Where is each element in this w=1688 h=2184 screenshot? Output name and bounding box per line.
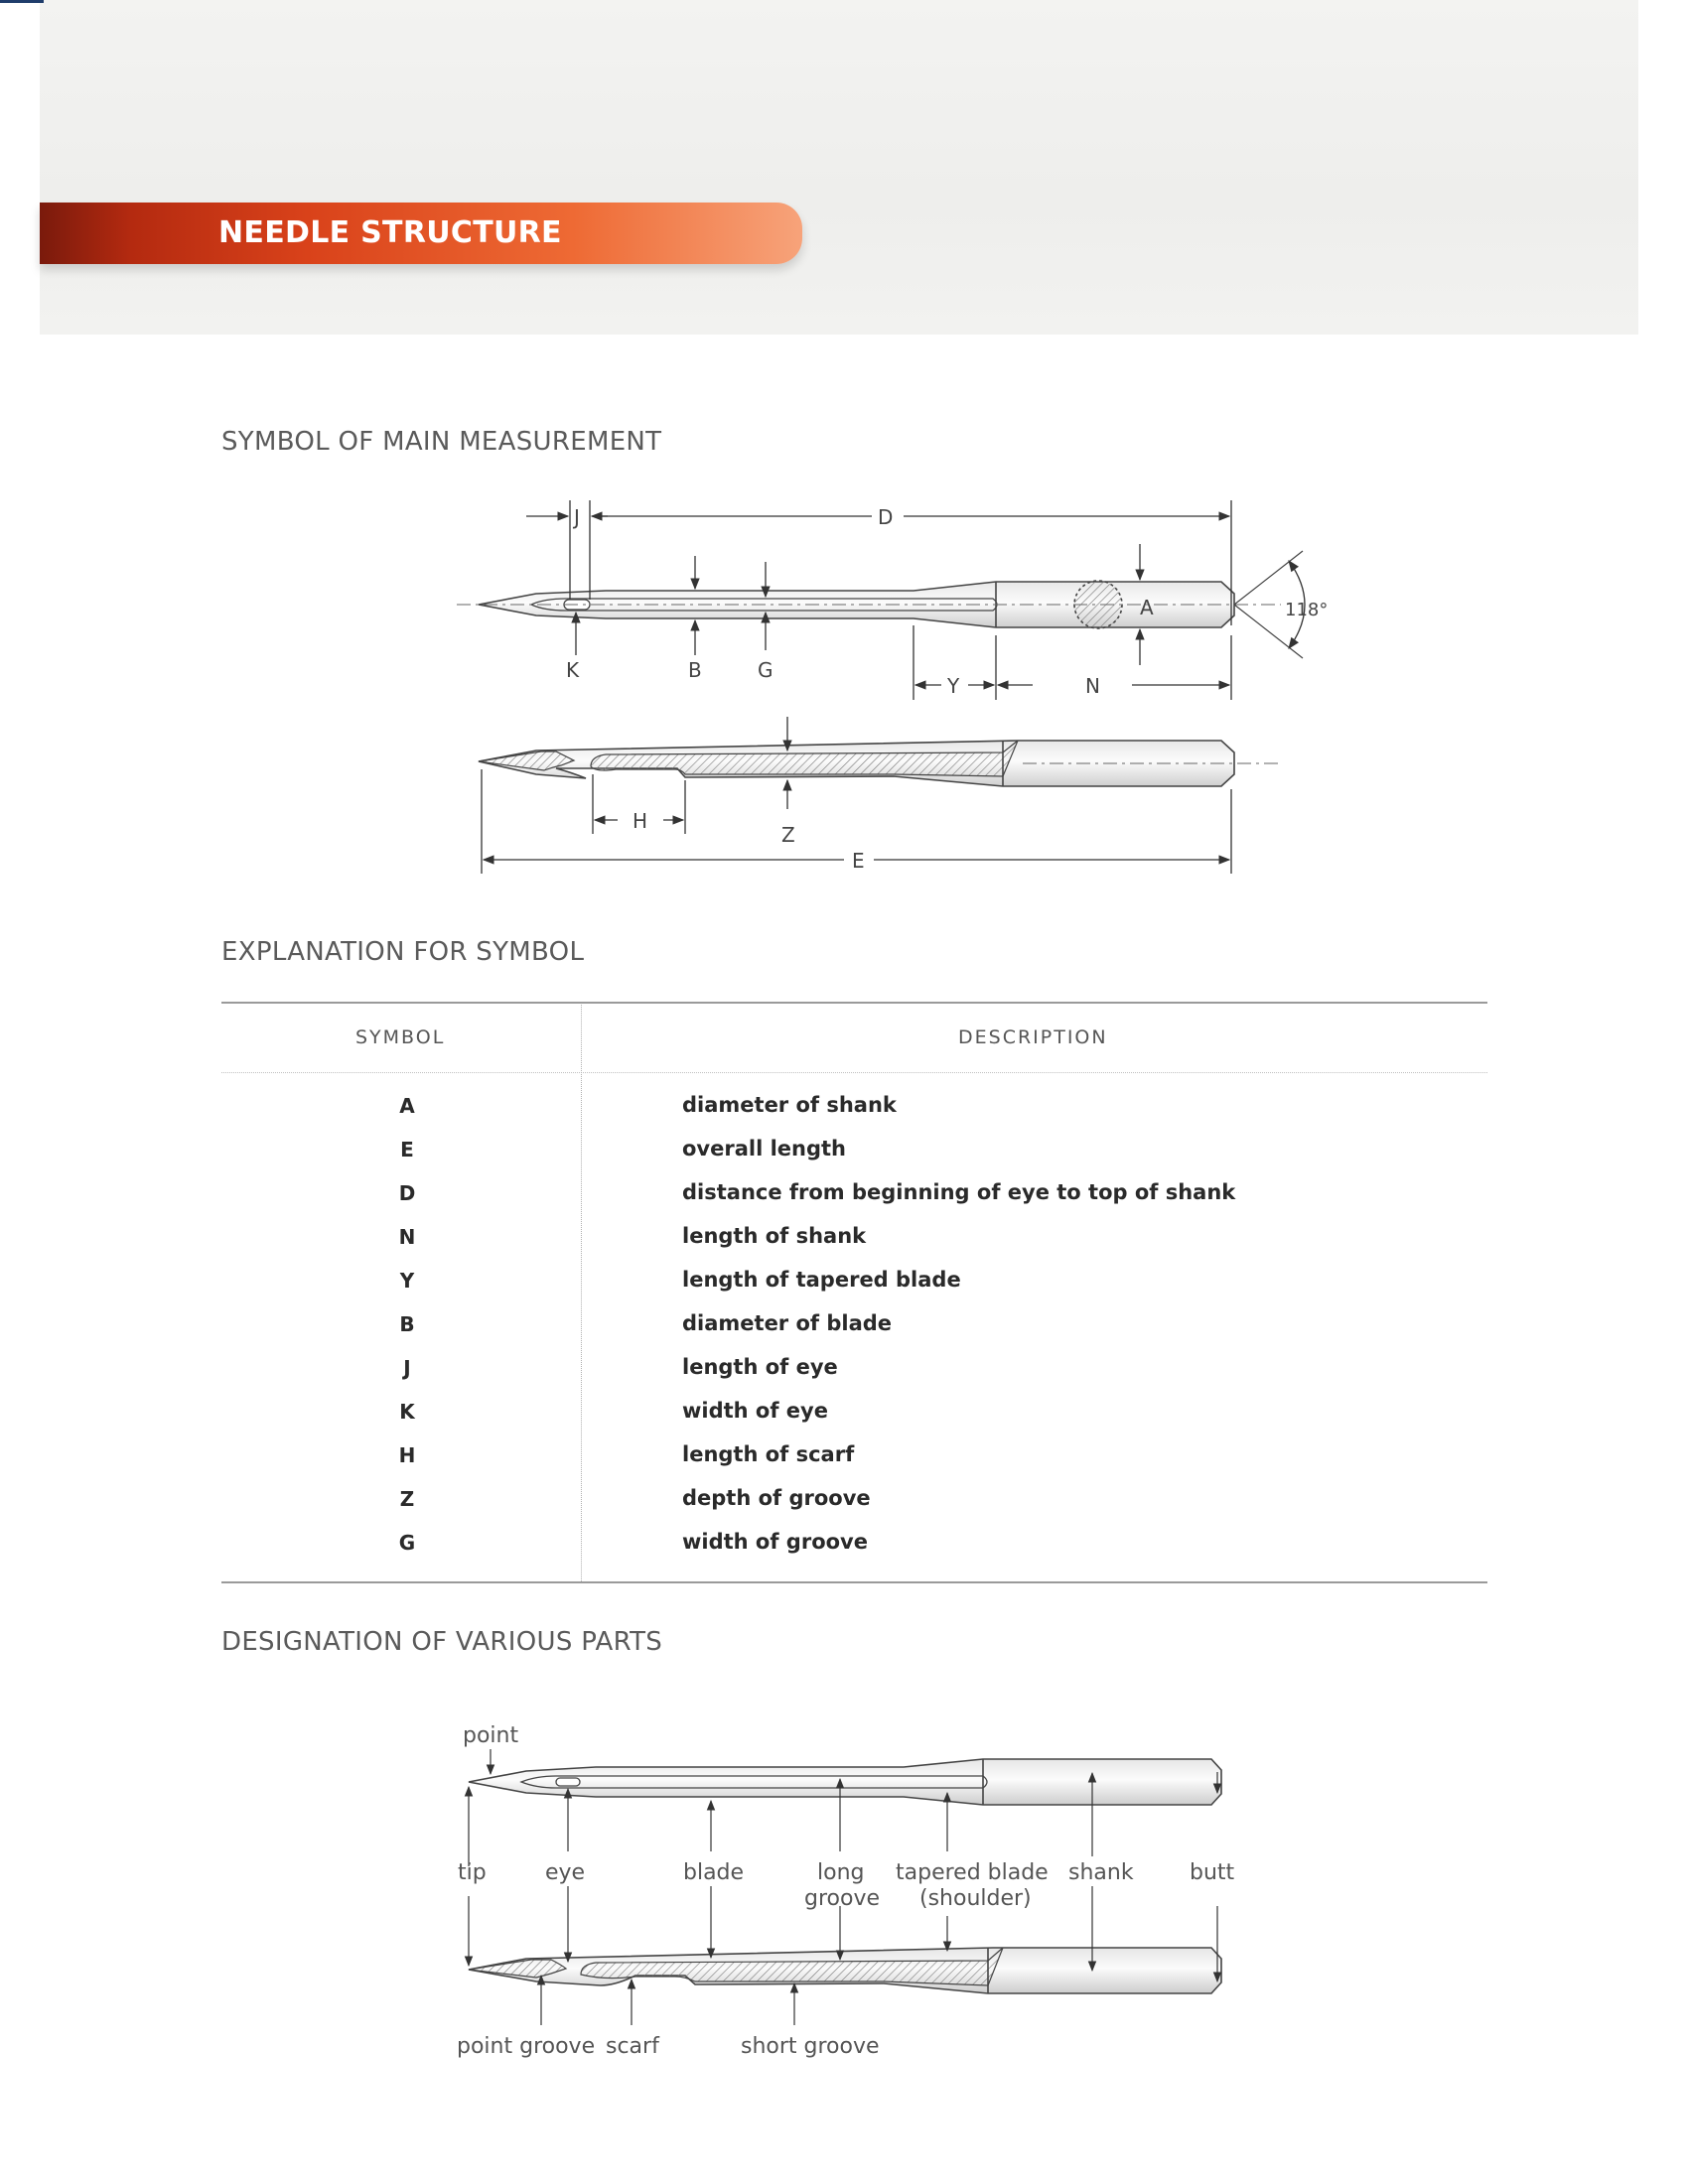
label-tip: tip — [458, 1860, 487, 1885]
label-Z: Z — [781, 823, 795, 847]
corner-mark — [0, 0, 44, 3]
label-long-groove-line2: groove — [804, 1886, 881, 1911]
needle-parts-bottom — [469, 1948, 1221, 1993]
needle-parts-top — [469, 1759, 1221, 1805]
label-short-groove: short groove — [741, 2034, 880, 2059]
table-bottom-rule — [221, 1581, 1487, 1583]
description-cell: diameter of shank — [682, 1093, 897, 1117]
symbol-cell: N — [398, 1225, 416, 1249]
label-eye: eye — [545, 1860, 586, 1885]
description-cell: length of scarf — [682, 1442, 855, 1466]
symbol-cell: H — [398, 1443, 416, 1467]
table-top-rule — [221, 1002, 1487, 1004]
label-tapered-blade-line1: tapered blade — [896, 1860, 1049, 1885]
header-band — [40, 0, 1638, 335]
label-J: J — [574, 505, 580, 529]
parts-diagram — [0, 1707, 1688, 2065]
description-cell: distance from beginning of eye to top of shank — [682, 1180, 1236, 1204]
label-point: point — [463, 1723, 519, 1748]
label-A: A — [1140, 596, 1154, 619]
description-cell: length of shank — [682, 1224, 867, 1248]
description-cell: width of eye — [682, 1399, 828, 1423]
description-cell: length of eye — [682, 1355, 838, 1379]
label-E: E — [852, 849, 865, 873]
symbol-cell: D — [398, 1181, 416, 1205]
label-point-groove: point groove — [457, 2034, 596, 2059]
description-cell: overall length — [682, 1137, 847, 1160]
label-angle: 118° — [1285, 600, 1329, 620]
description-cell: width of groove — [682, 1530, 868, 1554]
symbol-cell: Y — [399, 1269, 415, 1293]
label-H: H — [633, 809, 648, 833]
table-column-divider — [581, 1005, 582, 1583]
label-G: G — [758, 658, 774, 682]
symbol-cell: J — [403, 1356, 411, 1380]
label-Y: Y — [947, 674, 960, 698]
symbol-cell: G — [398, 1531, 416, 1555]
label-shank: shank — [1068, 1860, 1134, 1885]
label-scarf: scarf — [606, 2034, 659, 2059]
symbol-cell: E — [400, 1138, 414, 1161]
symbol-cell: B — [399, 1312, 415, 1336]
symbol-cell: K — [399, 1400, 415, 1424]
title-banner — [40, 203, 802, 264]
label-long-groove-line1: long — [817, 1860, 865, 1885]
description-cell: length of tapered blade — [682, 1268, 961, 1292]
label-B: B — [688, 658, 702, 682]
needle-section-view — [479, 741, 1234, 786]
label-N: N — [1085, 674, 1100, 698]
page-title: NEEDLE STRUCTURE — [218, 215, 562, 250]
label-blade: blade — [683, 1860, 745, 1885]
label-K: K — [566, 658, 580, 682]
table-header-description: DESCRIPTION — [958, 1026, 1108, 1048]
table-header-symbol: SYMBOL — [355, 1026, 446, 1048]
section-title-explanation: EXPLANATION FOR SYMBOL — [221, 937, 585, 967]
description-cell: diameter of blade — [682, 1311, 893, 1335]
description-cell: depth of groove — [682, 1486, 871, 1510]
table-header-divider — [221, 1072, 1487, 1073]
section-title-designation: DESIGNATION OF VARIOUS PARTS — [221, 1627, 663, 1657]
measurement-diagram — [0, 486, 1688, 884]
label-butt: butt — [1190, 1860, 1235, 1885]
symbol-cell: A — [399, 1094, 415, 1118]
section-title-measurement: SYMBOL OF MAIN MEASUREMENT — [221, 427, 662, 457]
label-D: D — [878, 505, 894, 529]
symbol-cell: Z — [399, 1487, 415, 1511]
label-tapered-blade-line2: (shoulder) — [919, 1886, 1032, 1911]
